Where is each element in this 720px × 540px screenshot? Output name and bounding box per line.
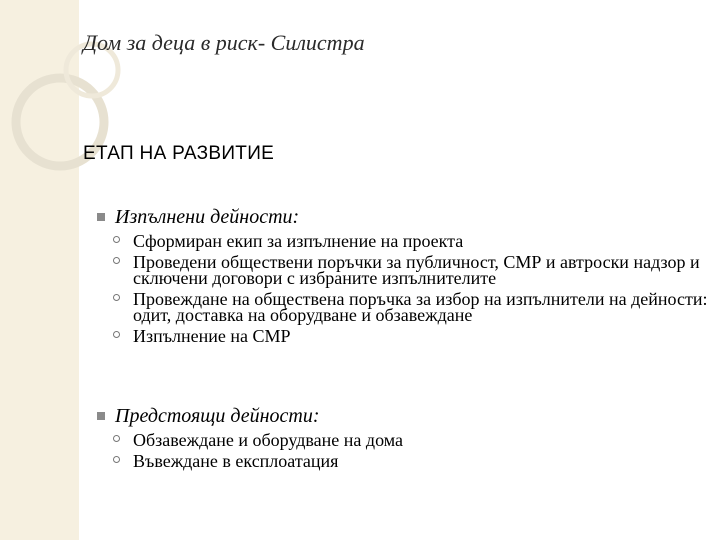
- circle-bullet-icon: [113, 257, 120, 264]
- list-item-text: Провеждане на обществена поръчка за избор на изпълнители на дейности: одит, доставка на оборудване и обзавеждане: [133, 289, 708, 325]
- list-item-text: Въвеждане в експлоатация: [133, 451, 339, 471]
- list-item: [97, 325, 712, 346]
- circle-bullet-icon: [113, 435, 120, 442]
- completed-activities-bullet: [97, 204, 712, 230]
- slide-title: Дом за деца в риск- Силистра: [83, 30, 365, 55]
- upcoming-activities-section: [97, 403, 712, 471]
- circle-bullet-icon: [113, 236, 120, 243]
- list-item-text: Проведени обществени поръчки за публичност, СМР и автроски надзор и сключени договори с избраните изпълнителите: [133, 252, 700, 288]
- list-item-text: Обзавеждане и оборудване на дома: [133, 430, 403, 450]
- completed-activities-label: Изпълнени дейности:: [115, 205, 300, 228]
- circle-bullet-icon: [113, 331, 120, 338]
- completed-activities-list: [97, 230, 712, 346]
- upcoming-activities-label: Предстоящи дейности:: [115, 404, 320, 427]
- list-item-text: Изпълнение на СМР: [133, 326, 291, 346]
- square-bullet-icon: [97, 412, 105, 420]
- list-item-text: Сформиран екип за изпълнение на проекта: [133, 231, 464, 251]
- upcoming-activities-bullet: [97, 403, 712, 429]
- list-item: [97, 230, 712, 251]
- list-item: [97, 251, 712, 288]
- list-item: [97, 450, 712, 471]
- list-item: [97, 429, 712, 450]
- circle-bullet-icon: [113, 456, 120, 463]
- list-item: [97, 288, 712, 325]
- completed-activities-section: [97, 204, 712, 346]
- square-bullet-icon: [97, 213, 105, 221]
- circle-bullet-icon: [113, 294, 120, 301]
- upcoming-activities-list: [97, 429, 712, 471]
- section-heading: ЕТАП НА РАЗВИТИЕ: [83, 143, 275, 164]
